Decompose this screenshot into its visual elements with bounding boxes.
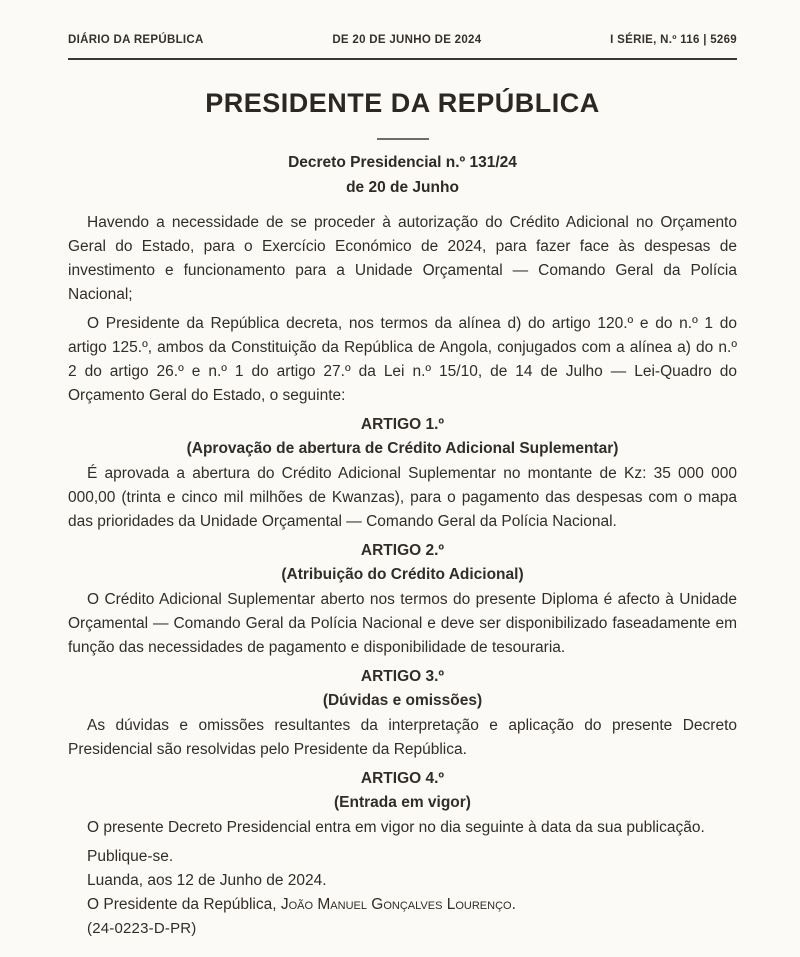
article-4 (68, 767, 737, 840)
gazette-date: DE 20 DE JUNHO DE 2024 (332, 34, 482, 46)
article-4-subtitle: (Entrada em vigor) (334, 794, 471, 811)
signature-prefix: O Presidente da República, (87, 896, 281, 913)
gazette-name: DIÁRIO DA REPÚBLICA (68, 34, 204, 46)
article-3 (68, 665, 737, 762)
decree-number: Decreto Presidencial n.º 131/24 (288, 154, 517, 171)
article-4-body: O presente Decreto Presidencial entra em vigor no dia seguinte à data da sua publicação. (87, 819, 705, 836)
article-2-title: ARTIGO 2.º (360, 542, 445, 559)
article-1-title: ARTIGO 1.º (360, 416, 445, 433)
document-body (68, 211, 737, 941)
gazette-series-page: I SÉRIE, N.º 116 | 5269 (610, 34, 737, 46)
publish-order: Publique-se. (87, 848, 174, 865)
preamble-paragraph: Havendo a necessidade de se proceder à autorização do Crédito Adicional no Orçamento Geral do Estado, para o Exercício Económico de 2024, para fazer face às despesas de investimento e funcionamento para a Unidade Orçamental — Comando Geral da Polícia Nacional; (68, 214, 737, 303)
article-2-subtitle: (Atribuição do Crédito Adicional) (281, 566, 524, 583)
place-and-date: Luanda, aos 12 de Junho de 2024. (87, 872, 327, 889)
article-2-body: O Crédito Adicional Suplementar aberto nos termos do presente Diploma é afecto à Unidade Orçamental — Comando Geral da Polícia Nacional e deve ser disponibilizado faseadamente em função das necessidades de pagamento e disponibilidade de tesouraria. (68, 591, 737, 656)
article-1-body: É aprovada a abertura do Crédito Adicional Suplementar no montante de Kz: 35 000 000 000,00 (trinta e cinco mil milhões de Kwanzas), para o pagamento das despesas com o mapa das prioridades da Unidade Orçamental — Comando Geral da Polícia Nacional. (68, 465, 737, 530)
title-divider (377, 138, 429, 140)
article-2 (68, 539, 737, 660)
article-3-body: As dúvidas e omissões resultantes da interpretação e aplicação do presente Decreto Presidencial são resolvidas pelo Presidente da República. (68, 717, 737, 758)
decree-date: de 20 de Junho (346, 179, 459, 196)
article-4-title: ARTIGO 4.º (360, 770, 445, 787)
president-name: João Manuel Gonçalves Lourenço. (280, 896, 516, 913)
preamble-paragraph: O Presidente da República decreta, nos termos da alínea d) do artigo 120.º e do n.º 1 do artigo 125.º, ambos da Constituição da República de Angola, conjugados com a alínea a) do n.º 2 do artigo 26.º e n.º 1 do artigo 27.º da Lei n.º 15/10, de 14 de Julho — Lei-Quadro do Orçamento Geral do Estado, o seguinte: (68, 315, 737, 404)
article-3-title: ARTIGO 3.º (360, 668, 445, 685)
signature-line (68, 893, 737, 917)
reference-code: (24-0223-D-PR) (87, 920, 197, 937)
article-3-subtitle: (Dúvidas e omissões) (322, 692, 483, 709)
article-1 (68, 413, 737, 534)
running-header (68, 34, 737, 60)
article-1-subtitle: (Aprovação de abertura de Crédito Adicional Suplementar) (186, 440, 619, 457)
page-title: PRESIDENTE DA REPÚBLICA (205, 88, 600, 118)
